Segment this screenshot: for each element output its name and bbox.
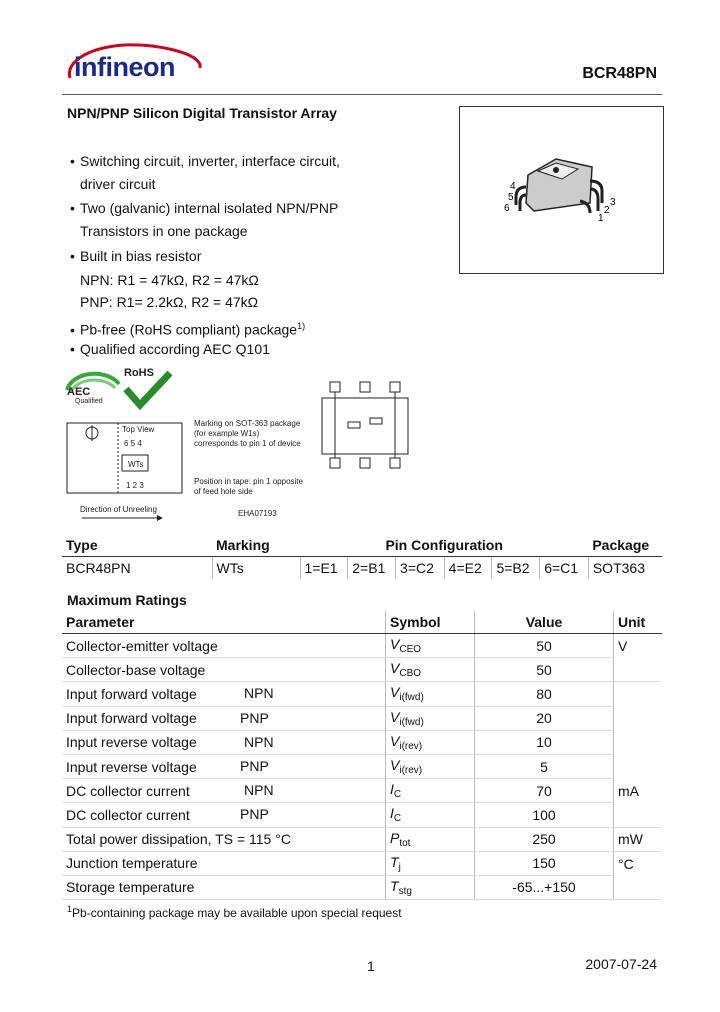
footnote: $^1$Pb-containing package may be available upon special request: [67, 904, 402, 920]
unit-cell: [614, 875, 663, 899]
value-cell: 150: [475, 851, 614, 875]
param-cell: Total power dissipation, TS = 115 °C: [62, 827, 386, 851]
tape-position-note: Position in tape: pin 1 opposite of feed hole side: [194, 477, 303, 496]
infineon-logo: [62, 38, 202, 98]
type-table: [62, 534, 662, 579]
feature-3: • Built in bias resistor: [70, 248, 202, 264]
circuit-schematic: [318, 370, 418, 485]
col-package: Package: [588, 534, 662, 557]
symbol-cell: $V_{CEO}$: [386, 634, 475, 658]
package-cell: SOT363: [592, 560, 645, 576]
value-cell: 20: [475, 706, 614, 730]
svg-text:6: 6: [504, 203, 510, 214]
symbol-cell: $V_{i(rev)}$: [386, 730, 475, 754]
top-view-label: Top View: [122, 425, 155, 434]
pins-top-label: 6 5 4: [124, 439, 142, 448]
symbol-cell: $I_C$: [386, 779, 475, 803]
part-number: BCR48PN: [582, 65, 657, 82]
col-value: Value: [475, 611, 614, 634]
marking-diagram: [62, 415, 312, 525]
header-divider: [62, 94, 662, 95]
symbol-cell: $I_C$: [386, 803, 475, 827]
value-cell: 5: [475, 754, 614, 778]
table-row: [62, 706, 662, 730]
max-ratings-title: Maximum Ratings: [67, 592, 187, 608]
type-cell: BCR48PN: [62, 557, 212, 580]
table-row: [62, 682, 662, 706]
col-parameter: Parameter: [62, 611, 386, 634]
symbol-cell: $V_{CBO}$: [386, 658, 475, 682]
aec-qualified-badge: [65, 368, 125, 408]
value-cell: 50: [475, 658, 614, 682]
feature-5: • Qualified according AEC Q101: [70, 341, 270, 357]
col-pin-configuration: Pin Configuration: [300, 534, 588, 557]
sot363-package-drawing: [460, 107, 663, 273]
table-row: [62, 754, 662, 778]
feature-2-cont: Transistors in one package: [80, 223, 248, 239]
param-cell: Storage temperature: [62, 875, 386, 899]
value-cell: 70: [475, 779, 614, 803]
unit-cell: °C: [618, 855, 634, 872]
col-marking: Marking: [212, 534, 300, 557]
feature-1: • Switching circuit, inverter, interface circuit,: [70, 153, 340, 169]
unit-cell: mW: [614, 827, 663, 851]
feature-3-pnp: PNP: R1= 2.2kΩ, R2 = 47kΩ: [80, 294, 259, 310]
table-row: [62, 875, 662, 899]
symbol-cell: $V_{i(fwd)}$: [386, 706, 475, 730]
unit-cell: [614, 658, 663, 682]
symbol-cell: $P_{tot}$: [386, 827, 475, 851]
svg-text:4: 4: [510, 181, 516, 192]
table-row: [62, 557, 662, 580]
pin-cell: 6=C1: [540, 557, 589, 580]
param-cell: Junction temperature: [62, 851, 386, 875]
unit-cell: [614, 803, 663, 827]
pin-cell: 3=C2: [396, 557, 445, 580]
symbol-cell: $T_j$: [386, 851, 475, 875]
value-cell: 250: [475, 827, 614, 851]
pin-cell: 5=B2: [492, 557, 540, 580]
svg-text:1: 1: [598, 213, 604, 224]
param-cell: Input reverse voltage NPN: [62, 730, 386, 754]
document-title: NPN/PNP Silicon Digital Transistor Array: [67, 105, 337, 121]
feature-1-cont: driver circuit: [80, 176, 156, 192]
unit-cell: mA: [618, 782, 639, 799]
param-cell: Collector-base voltage: [62, 658, 386, 682]
pin-cell: 1=E1: [300, 557, 348, 580]
symbol-cell: $T_{stg}$: [386, 875, 475, 899]
pin-cell: 4=E2: [444, 557, 492, 580]
max-ratings-table: [62, 611, 662, 900]
value-cell: -65...+150: [475, 875, 614, 899]
table-row: [62, 658, 662, 682]
package-image: [459, 106, 664, 274]
feature-4: • Pb-free (RoHS compliant) package$^{1)}$: [70, 321, 306, 338]
param-cell: Input forward voltage NPN: [62, 682, 386, 706]
svg-text:5: 5: [508, 192, 514, 203]
unit-cell: [614, 730, 663, 754]
symbol-cell: $V_{i(rev)}$: [386, 754, 475, 778]
unit-cell: [614, 754, 663, 778]
marking-note: Marking on SOT-363 package (for example W1s) corresponds to pin 1 of device: [194, 419, 301, 448]
table-row: [62, 779, 662, 803]
value-cell: 80: [475, 682, 614, 706]
symbol-cell: $V_{i(fwd)}$: [386, 682, 475, 706]
feature-3-npn: NPN: R1 = 47kΩ, R2 = 47kΩ: [80, 272, 259, 288]
value-cell: 10: [475, 730, 614, 754]
table-row: [62, 851, 662, 875]
rohs-label: RoHS: [124, 367, 154, 379]
unit-cell: [614, 706, 663, 730]
table-row: [62, 730, 662, 754]
feature-2: • Two (galvanic) internal isolated NPN/PNP: [70, 200, 339, 216]
value-cell: 100: [475, 803, 614, 827]
table-row: [62, 827, 662, 851]
param-cell: Input forward voltage PNP: [62, 706, 386, 730]
brand-text: infineon: [74, 52, 175, 82]
rohs-badge: [120, 365, 175, 410]
param-cell: DC collector current NPN: [62, 779, 386, 803]
svg-text:3: 3: [610, 197, 616, 208]
unit-cell: V: [618, 637, 628, 654]
param-cell: Collector-emitter voltage: [62, 634, 386, 658]
col-type: Type: [62, 534, 212, 557]
aec-label: AEC: [67, 386, 91, 398]
svg-text:2: 2: [604, 205, 610, 216]
circuit-diagram: [318, 370, 418, 485]
pins-bottom-label: 1 2 3: [126, 481, 144, 490]
value-cell: 50: [475, 634, 614, 658]
document-date: 2007-07-24: [585, 956, 657, 972]
drawing-code: EHA07193: [238, 509, 277, 518]
qualified-label: Qualified: [75, 398, 103, 405]
unit-cell: [614, 682, 663, 706]
table-row: [62, 803, 662, 827]
unreeling-label: Direction of Unreeling: [80, 505, 157, 514]
page-number: 1: [367, 958, 375, 974]
col-unit: Unit: [614, 611, 663, 634]
marking-label: WTs: [128, 460, 144, 469]
col-symbol: Symbol: [386, 611, 475, 634]
table-row: [62, 634, 662, 658]
param-cell: Input reverse voltage PNP: [62, 754, 386, 778]
marking-cell: WTs: [212, 557, 300, 580]
pin-cell: 2=B1: [348, 557, 396, 580]
param-cell: DC collector current PNP: [62, 803, 386, 827]
